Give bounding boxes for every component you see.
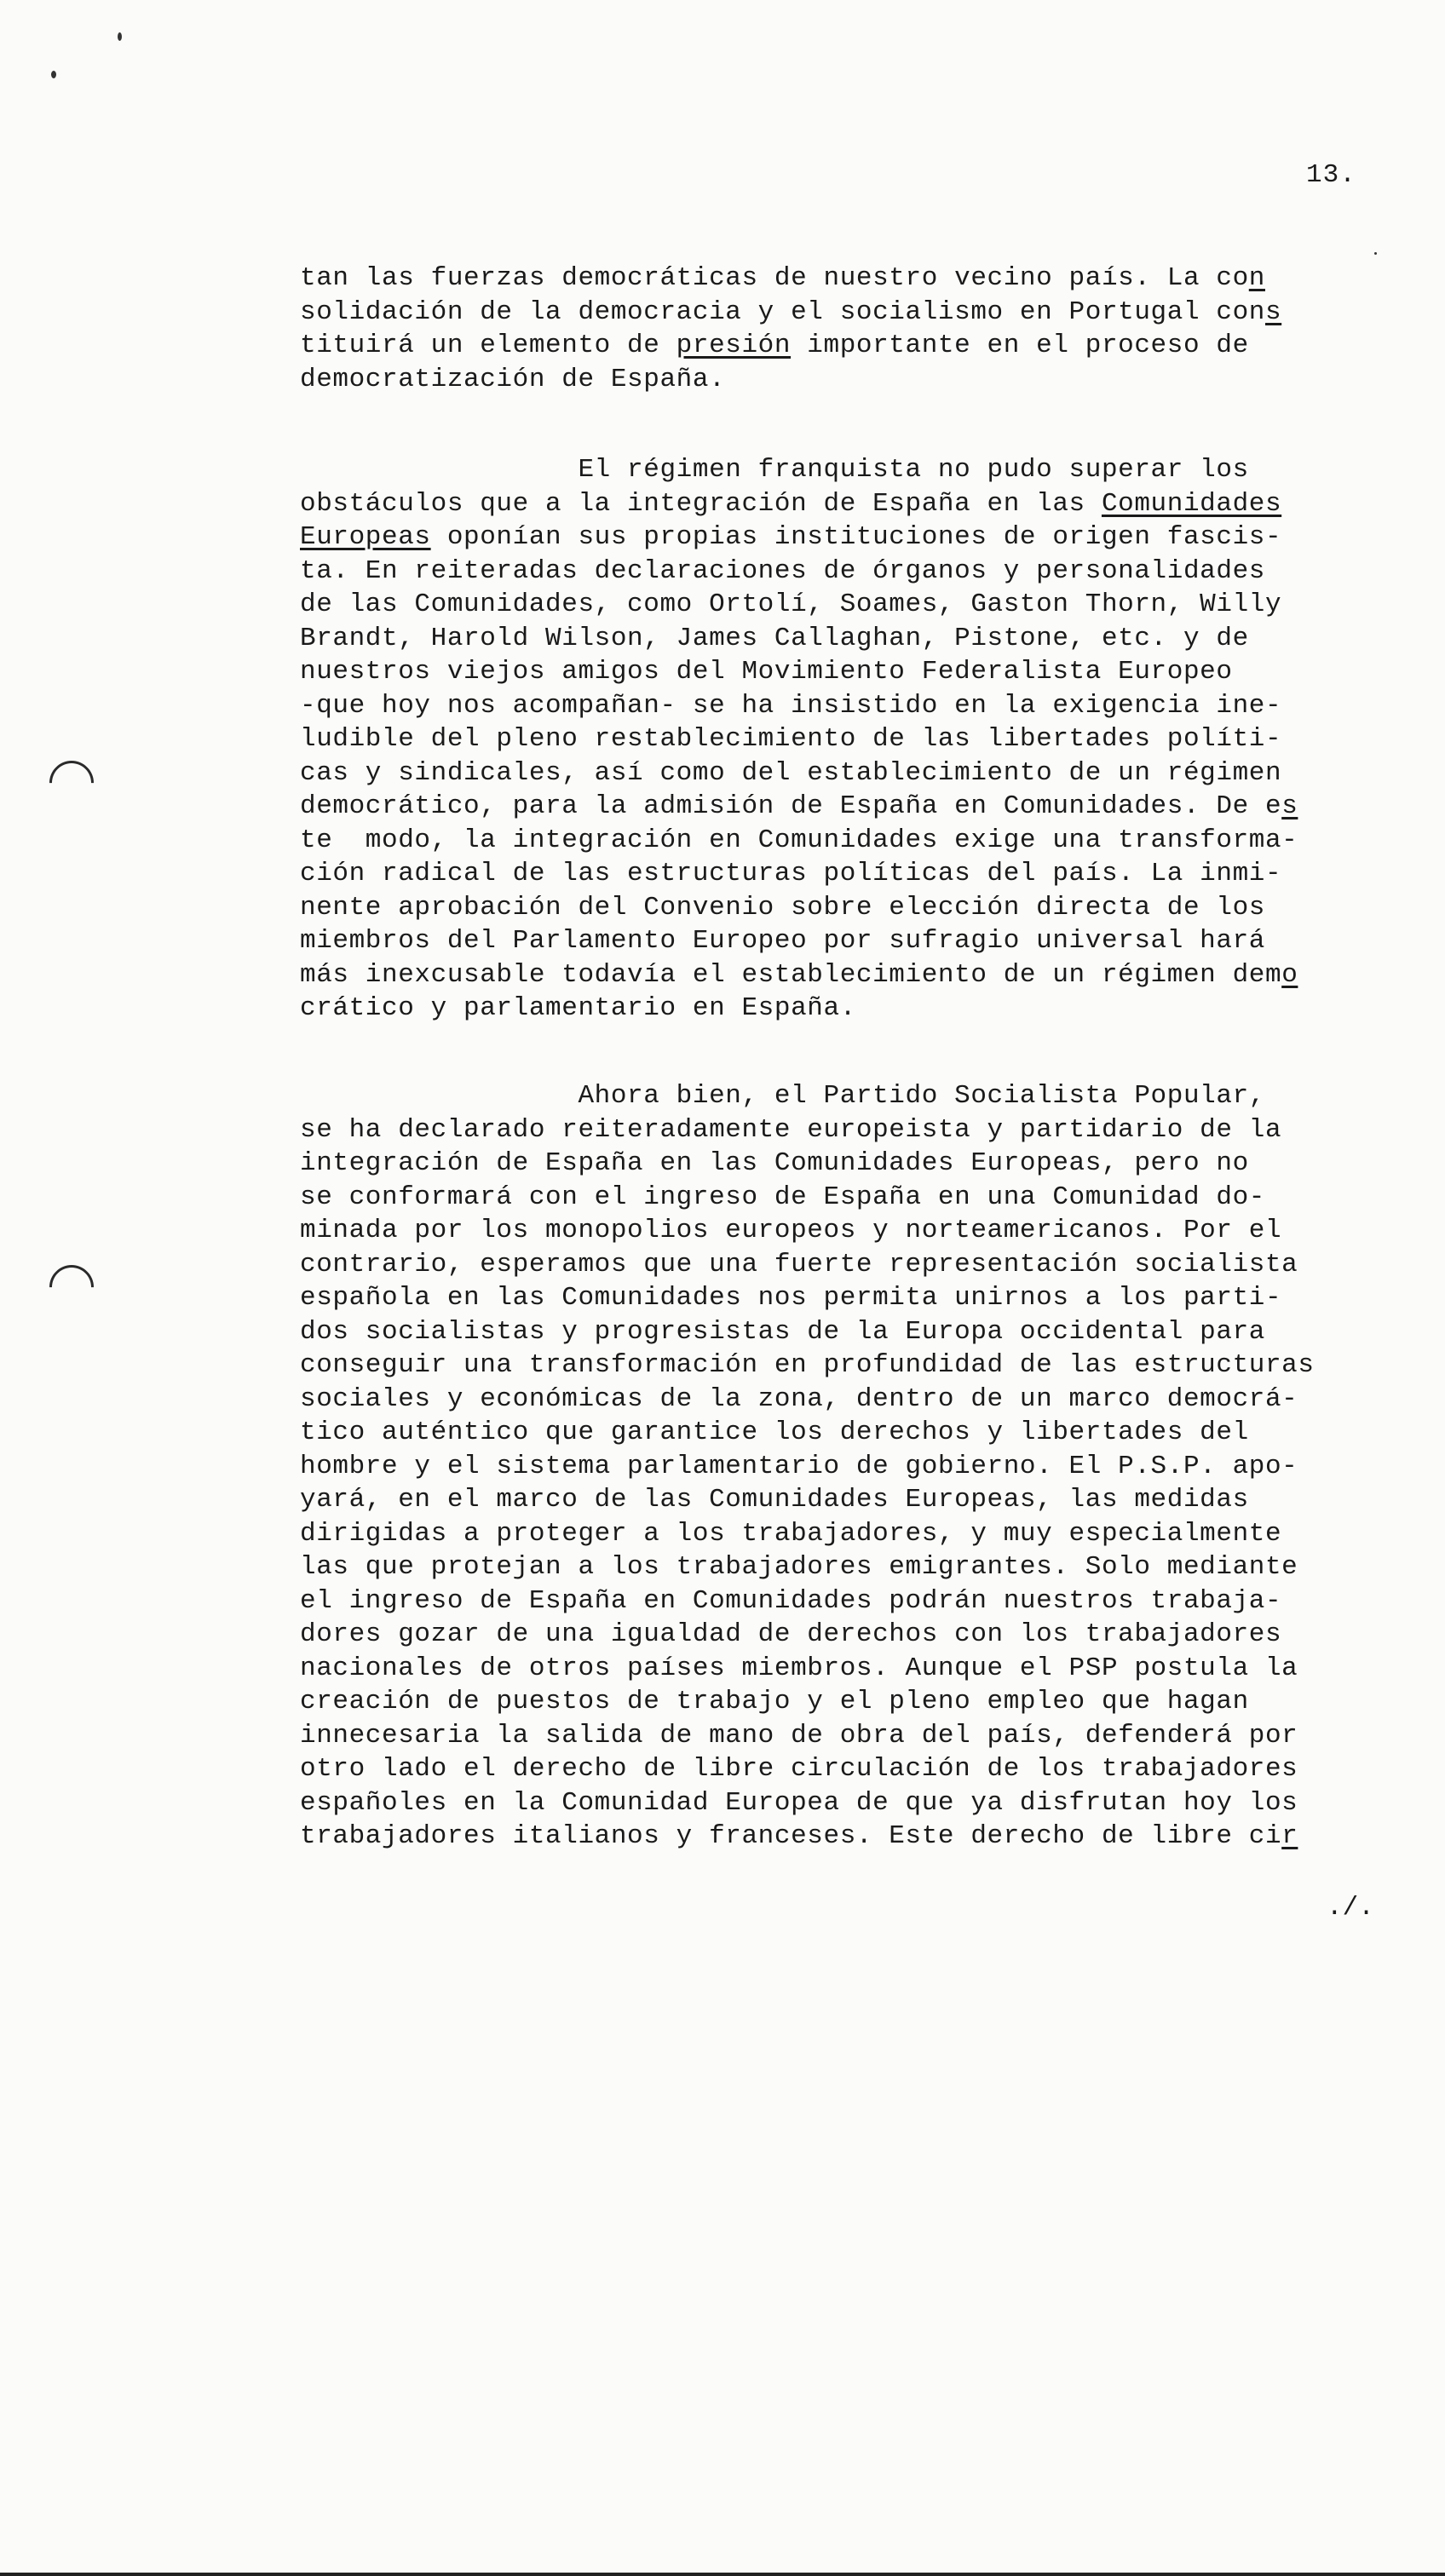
binder-hole-mark	[40, 751, 103, 814]
text-run: integración de España en las Comunidades Europeas, pero no	[300, 1148, 1249, 1178]
text-run: dores gozar de una igualdad de derechos con los trabajadores	[300, 1619, 1282, 1649]
text-run: -que hoy nos acompañan- se ha insistido en la exigencia ine-	[300, 690, 1282, 721]
text-run: innecesaria la salida de mano de obra del país, defenderá por	[300, 1720, 1298, 1751]
text-run: más inexcusable todavía el establecimiento de un régimen dem	[300, 959, 1282, 990]
text-line	[300, 1079, 1365, 1113]
text-run: dos socialistas y progresistas de la Europa occidental para	[300, 1316, 1265, 1347]
text-line	[300, 992, 1365, 1026]
underlined-text: presión	[676, 331, 792, 360]
text-line	[300, 363, 1365, 397]
text-line	[300, 296, 1365, 330]
text-run: ludible del pleno restablecimiento de las libertades políti-	[300, 724, 1282, 754]
underlined-text: Europeas	[300, 522, 431, 552]
text-run: ta. En reiteradas declaraciones de órganos y personalidades	[300, 555, 1265, 586]
text-run: solidación de la democracia y el socialismo en Portugal con	[300, 296, 1265, 327]
paragraph-partido-socialista	[300, 1079, 1365, 1854]
text-run: trabajadores italianos y franceses. Este derecho de libre ci	[300, 1821, 1282, 1851]
text-line	[300, 329, 1365, 363]
page-number: 13.	[1306, 160, 1356, 190]
text-run: nente aprobación del Convenio sobre elección directa de los	[300, 892, 1265, 923]
text-line	[300, 958, 1365, 992]
text-run: yará, en el marco de las Comunidades Europeas, las medidas	[300, 1485, 1249, 1515]
ink-speck	[118, 32, 122, 41]
text-line	[300, 1315, 1365, 1349]
underlined-text: s	[1264, 296, 1282, 327]
text-run: democrático, para la admisión de España en Comunidades. De e	[300, 791, 1282, 821]
text-run: tico auténtico que garantice los derechos y libertades del	[300, 1417, 1249, 1447]
text-run: miembros del Parlamento Europeo por sufragio universal hará	[300, 926, 1265, 956]
text-run: nacionales de otros países miembros. Aunque el PSP postula la	[300, 1653, 1298, 1683]
text-run: se conformará con el ingreso de España en una Comunidad do-	[300, 1182, 1265, 1212]
binder-hole-mark	[40, 1256, 103, 1319]
text-line	[300, 1652, 1365, 1686]
text-line	[300, 655, 1365, 689]
text-run: de las Comunidades, como Ortolí, Soames, Gaston Thorn, Willy	[300, 589, 1282, 619]
text-line	[300, 1147, 1365, 1181]
underlined-text: r	[1281, 1821, 1298, 1851]
text-run: Brandt, Harold Wilson, James Callaghan, Pistone, etc. y de	[300, 623, 1249, 653]
text-line	[300, 487, 1365, 521]
text-run: cas y sindicales, así como del establecimiento de un régimen	[300, 757, 1282, 788]
text-line	[300, 262, 1365, 296]
text-line	[300, 756, 1365, 791]
text-line	[300, 924, 1365, 958]
text-line	[300, 1618, 1365, 1652]
text-line	[300, 1550, 1365, 1584]
text-line	[300, 1517, 1365, 1551]
text-run: conseguir una transformación en profundidad de las estructuras	[300, 1350, 1315, 1380]
text-line	[300, 857, 1365, 891]
text-run: hombre y el sistema parlamentario de gobierno. El P.S.P. apo-	[300, 1451, 1298, 1481]
underlined-text: n	[1248, 263, 1265, 293]
text-line	[300, 891, 1365, 925]
text-line	[300, 1281, 1365, 1315]
text-run: crático y parlamentario en España.	[300, 993, 856, 1023]
text-run: oponían sus propias instituciones de origen fascis-	[430, 522, 1282, 552]
text-line	[300, 1113, 1365, 1147]
text-line	[300, 1786, 1365, 1820]
text-run: contrario, esperamos que una fuerte representación socialista	[300, 1249, 1298, 1279]
text-line	[300, 1181, 1365, 1215]
text-run: El régimen franquista no pudo superar los	[300, 455, 1249, 485]
text-run: nuestros viejos amigos del Movimiento Federalista Europeo	[300, 657, 1233, 687]
text-line	[300, 555, 1365, 589]
text-line	[300, 1214, 1365, 1248]
text-line	[300, 1450, 1365, 1484]
ink-speck	[51, 71, 56, 78]
text-line	[300, 1752, 1365, 1786]
underlined-text: o	[1281, 959, 1298, 990]
text-line	[300, 790, 1365, 824]
text-run: Ahora bien, el Partido Socialista Popular,	[300, 1081, 1265, 1111]
text-run: ción radical de las estructuras políticas del país. La inmi-	[300, 859, 1282, 888]
text-run: obstáculos que a la integración de España en las	[300, 488, 1102, 519]
text-run: importante en el proceso de	[791, 331, 1249, 360]
text-run: te modo, la integración en Comunidades exige una transforma-	[300, 825, 1298, 855]
text-line	[300, 1416, 1365, 1450]
underlined-text: s	[1281, 791, 1298, 821]
text-line	[300, 1719, 1365, 1753]
text-line	[300, 1584, 1365, 1619]
text-line	[300, 1820, 1365, 1854]
text-line	[300, 588, 1365, 622]
underlined-text: Comunidades	[1101, 488, 1282, 519]
text-run: dirigidas a proteger a los trabajadores, y muy especialmente	[300, 1518, 1282, 1549]
text-line	[300, 453, 1365, 487]
text-run: tan las fuerzas democráticas de nuestro vecino país. La co	[300, 263, 1249, 293]
text-run: las que protejan a los trabajadores emigrantes. Solo mediante	[300, 1552, 1298, 1582]
text-line	[300, 1383, 1365, 1417]
text-run: el ingreso de España en Comunidades podrán nuestros trabaja-	[300, 1585, 1282, 1616]
text-line	[300, 1348, 1365, 1383]
text-run: minada por los monopolios europeos y norteamericanos. Por el	[300, 1216, 1282, 1245]
text-run: española en las Comunidades nos permita unirnos a los parti-	[300, 1283, 1282, 1313]
paragraph-regimen-franquista	[300, 453, 1365, 1026]
paragraph-portugal	[300, 262, 1365, 396]
ink-speck	[1374, 252, 1377, 255]
text-run: sociales y económicas de la zona, dentro de un marco democrá-	[300, 1383, 1298, 1414]
text-run: se ha declarado reiteradamente europeista y partidario de la	[300, 1114, 1282, 1145]
text-line	[300, 689, 1365, 723]
text-line	[300, 1248, 1365, 1282]
text-run: creación de puestos de trabajo y el pleno empleo que hagan	[300, 1687, 1249, 1716]
text-line	[300, 520, 1365, 555]
text-line	[300, 622, 1365, 656]
text-line	[300, 1483, 1365, 1517]
text-run: tituirá un elemento de	[300, 331, 676, 360]
text-run: otro lado el derecho de libre circulación de los trabajadores	[300, 1754, 1298, 1784]
text-line	[300, 722, 1365, 756]
text-run: españoles en la Comunidad Europea de que ya disfrutan hoy los	[300, 1787, 1298, 1818]
text-line	[300, 824, 1365, 858]
text-line	[300, 1685, 1365, 1719]
continuation-mark: ./.	[1327, 1893, 1374, 1923]
text-run: democratización de España.	[300, 364, 726, 394]
